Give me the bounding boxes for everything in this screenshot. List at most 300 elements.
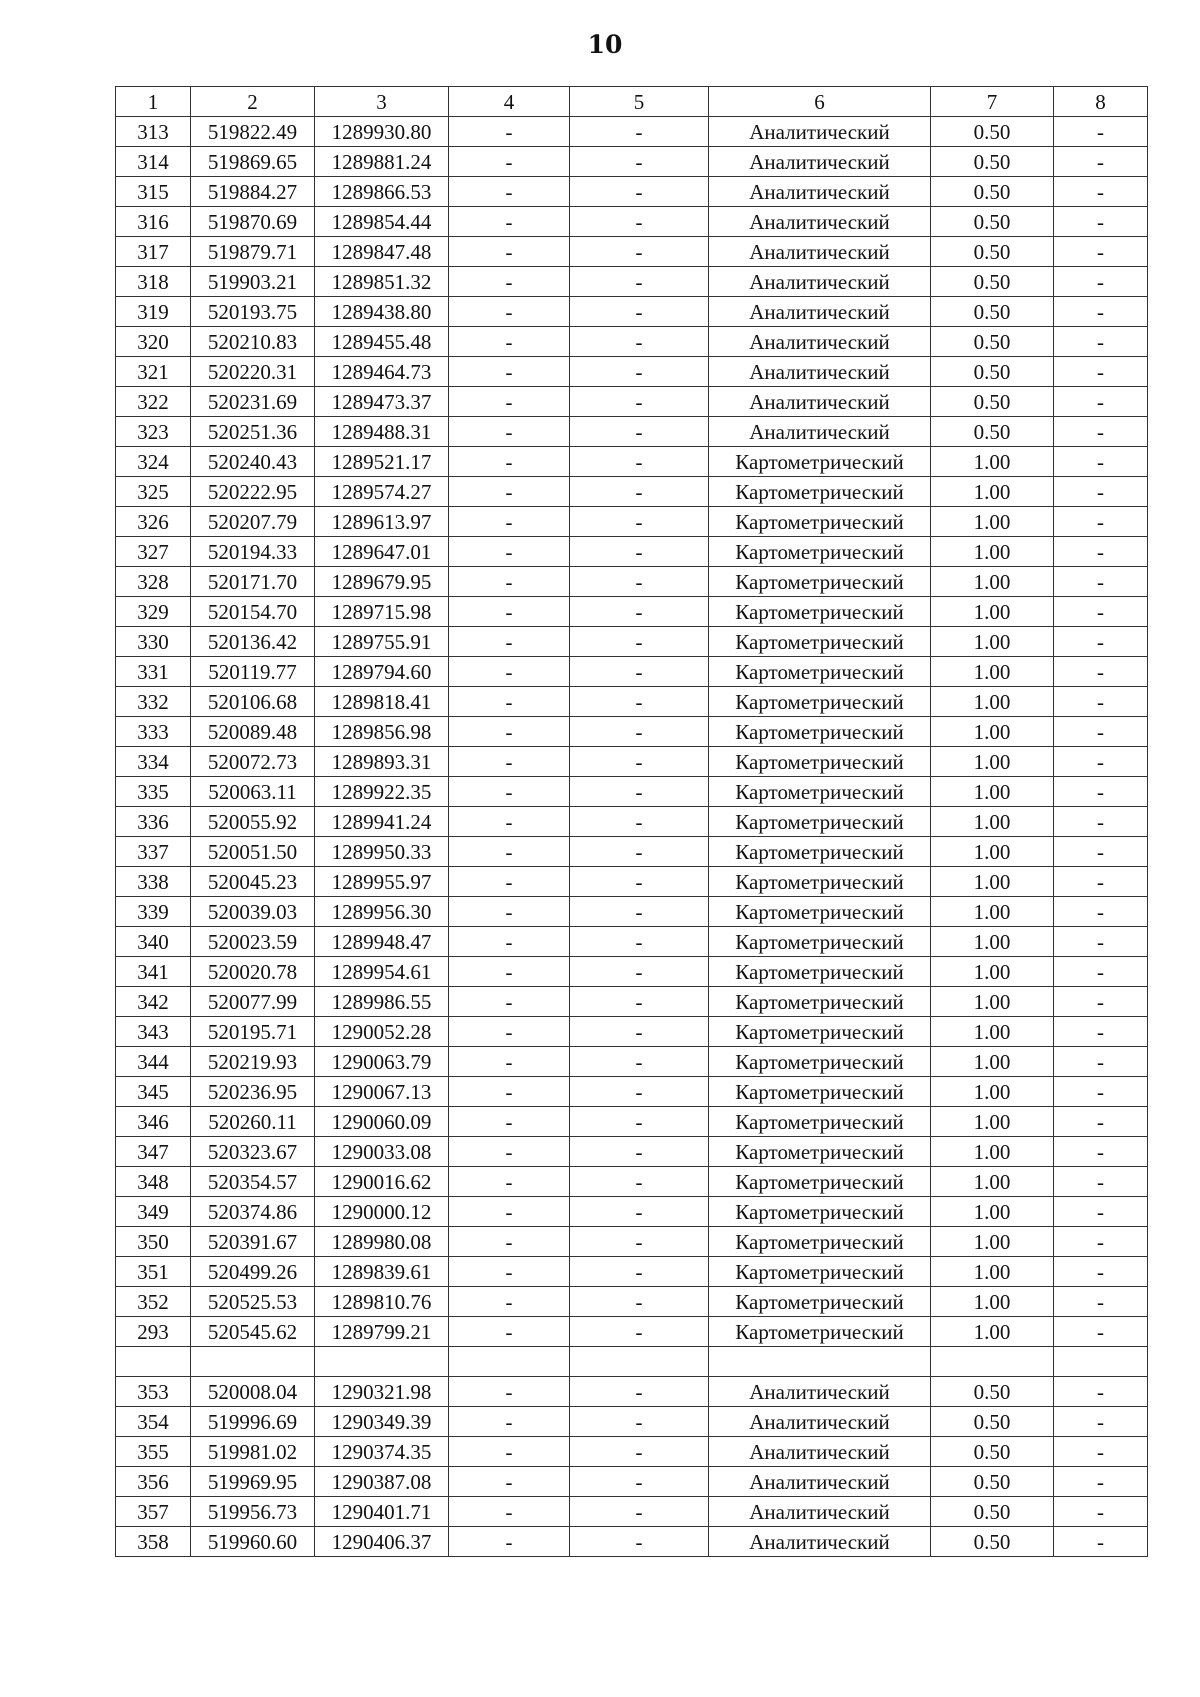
table-cell: Аналитический — [709, 267, 931, 297]
table-cell: 1289521.17 — [315, 447, 449, 477]
table-cell: 520251.36 — [191, 417, 315, 447]
table-cell: Картометрический — [709, 927, 931, 957]
table-cell: 336 — [116, 807, 191, 837]
header-cell: 5 — [570, 87, 709, 117]
table-cell: - — [449, 597, 570, 627]
table-cell: - — [449, 897, 570, 927]
table-cell: 1289930.80 — [315, 117, 449, 147]
table-cell: - — [570, 267, 709, 297]
table-row — [116, 447, 1148, 477]
table-cell: Картометрический — [709, 1257, 931, 1287]
table-cell: - — [449, 1077, 570, 1107]
table-cell: 519969.95 — [191, 1467, 315, 1497]
table-cell: - — [449, 1257, 570, 1287]
page-number: 10 — [587, 30, 623, 59]
table-cell: - — [449, 837, 570, 867]
table-cell: - — [1054, 1497, 1148, 1527]
table-row — [116, 1107, 1148, 1137]
table-row — [116, 897, 1148, 927]
table-cell: - — [570, 867, 709, 897]
table-cell: - — [570, 1107, 709, 1137]
table-row — [116, 837, 1148, 867]
table-cell: 347 — [116, 1137, 191, 1167]
table-cell: 519884.27 — [191, 177, 315, 207]
table-cell: - — [449, 1107, 570, 1137]
table-cell: - — [1054, 1137, 1148, 1167]
table-row — [116, 1407, 1148, 1437]
table-cell: Картометрический — [709, 1317, 931, 1347]
table-cell: 328 — [116, 567, 191, 597]
table-cell: - — [570, 597, 709, 627]
table-cell: Картометрический — [709, 1287, 931, 1317]
table-cell: 520020.78 — [191, 957, 315, 987]
table-cell: 1290406.37 — [315, 1527, 449, 1557]
table-cell: - — [449, 1197, 570, 1227]
table-cell: - — [570, 357, 709, 387]
table-cell: Картометрический — [709, 477, 931, 507]
table-cell: - — [449, 1467, 570, 1497]
table-cell: 343 — [116, 1017, 191, 1047]
table-cell: - — [1054, 237, 1148, 267]
table-cell: 1.00 — [931, 1167, 1054, 1197]
table-cell: 1.00 — [931, 1137, 1054, 1167]
table-row — [116, 1137, 1148, 1167]
table-cell: 358 — [116, 1527, 191, 1557]
table-cell: 1.00 — [931, 957, 1054, 987]
table-cell: - — [570, 1437, 709, 1467]
coordinates-table — [115, 86, 1148, 1557]
table-cell: 1.00 — [931, 867, 1054, 897]
table-cell: - — [449, 357, 570, 387]
table-cell: Картометрический — [709, 537, 931, 567]
table-cell: 519903.21 — [191, 267, 315, 297]
table-cell: 519996.69 — [191, 1407, 315, 1437]
table-cell: 352 — [116, 1287, 191, 1317]
table-row — [116, 717, 1148, 747]
table-cell: 520195.71 — [191, 1017, 315, 1047]
table-cell: - — [570, 1227, 709, 1257]
table-cell: - — [1054, 627, 1148, 657]
table-cell: 355 — [116, 1437, 191, 1467]
table-cell: - — [570, 747, 709, 777]
table-cell: - — [449, 297, 570, 327]
table-cell: 0.50 — [931, 357, 1054, 387]
table-cell: 520023.59 — [191, 927, 315, 957]
table-cell: 1290052.28 — [315, 1017, 449, 1047]
table-cell: 1289818.41 — [315, 687, 449, 717]
table-cell: Картометрический — [709, 597, 931, 627]
table-cell: - — [1054, 657, 1148, 687]
table-cell: - — [1054, 147, 1148, 177]
table-cell: - — [1054, 807, 1148, 837]
table-cell: 520045.23 — [191, 867, 315, 897]
table-cell: 1289980.08 — [315, 1227, 449, 1257]
table-cell: - — [1054, 417, 1148, 447]
table-cell: 317 — [116, 237, 191, 267]
table-cell: 520154.70 — [191, 597, 315, 627]
table-row — [116, 657, 1148, 687]
table-row — [116, 987, 1148, 1017]
table-cell: - — [570, 807, 709, 837]
table-cell: 520220.31 — [191, 357, 315, 387]
table-cell: - — [449, 1437, 570, 1467]
table-cell: - — [1054, 177, 1148, 207]
table-row — [116, 1077, 1148, 1107]
table-cell: - — [1054, 957, 1148, 987]
table-row — [116, 1317, 1148, 1347]
table-cell: - — [449, 807, 570, 837]
table-cell: 1.00 — [931, 477, 1054, 507]
table-cell: 520391.67 — [191, 1227, 315, 1257]
table-cell: 293 — [116, 1317, 191, 1347]
table-cell: Аналитический — [709, 387, 931, 417]
table-cell: - — [1054, 117, 1148, 147]
table-cell: 519822.49 — [191, 117, 315, 147]
table-cell: - — [570, 1317, 709, 1347]
table-cell: 324 — [116, 447, 191, 477]
table-cell: 520545.62 — [191, 1317, 315, 1347]
table-cell: Аналитический — [709, 237, 931, 267]
table-row — [116, 1017, 1148, 1047]
table-cell: - — [1054, 1377, 1148, 1407]
table-row — [116, 207, 1148, 237]
table-cell: 1.00 — [931, 747, 1054, 777]
table-cell: 520119.77 — [191, 657, 315, 687]
table-cell: - — [1054, 927, 1148, 957]
table-header — [116, 87, 1148, 117]
table-cell: - — [570, 387, 709, 417]
table-cell: 520039.03 — [191, 897, 315, 927]
table-row — [116, 1227, 1148, 1257]
table-cell: - — [449, 567, 570, 597]
table-cell: 1290063.79 — [315, 1047, 449, 1077]
table-row — [116, 1497, 1148, 1527]
table-cell: - — [1054, 537, 1148, 567]
table-cell: 1289488.31 — [315, 417, 449, 447]
table-row — [116, 597, 1148, 627]
table-row — [116, 117, 1148, 147]
table-cell: 338 — [116, 867, 191, 897]
table-cell: - — [570, 1257, 709, 1287]
table-row — [116, 1467, 1148, 1497]
table-cell: - — [449, 627, 570, 657]
table-cell: - — [449, 867, 570, 897]
table-cell: Аналитический — [709, 417, 931, 447]
table-cell: - — [1054, 867, 1148, 897]
table-cell: 1.00 — [931, 987, 1054, 1017]
table-cell: Картометрический — [709, 1077, 931, 1107]
table-cell: 1.00 — [931, 507, 1054, 537]
table-cell: 1.00 — [931, 777, 1054, 807]
table-cell: Аналитический — [709, 1497, 931, 1527]
table-row — [116, 1047, 1148, 1077]
table-row — [116, 627, 1148, 657]
table-cell: 1289922.35 — [315, 777, 449, 807]
table-cell: 0.50 — [931, 267, 1054, 297]
table-cell: Картометрический — [709, 447, 931, 477]
table-cell: - — [1054, 327, 1148, 357]
table-row — [116, 927, 1148, 957]
table-cell: Аналитический — [709, 327, 931, 357]
table-cell: 350 — [116, 1227, 191, 1257]
table-cell: - — [1054, 267, 1148, 297]
table-cell: - — [1054, 1287, 1148, 1317]
table-cell: 519956.73 — [191, 1497, 315, 1527]
table-cell: - — [449, 1497, 570, 1527]
table-cell: - — [570, 1287, 709, 1317]
table-cell: 520136.42 — [191, 627, 315, 657]
blank-cell — [570, 1347, 709, 1377]
table-cell: 341 — [116, 957, 191, 987]
table-cell: - — [449, 327, 570, 357]
table-row — [116, 1287, 1148, 1317]
table-cell: 356 — [116, 1467, 191, 1497]
header-cell: 6 — [709, 87, 931, 117]
table-cell: 520193.75 — [191, 297, 315, 327]
table-cell: - — [570, 1197, 709, 1227]
table-cell: - — [449, 1047, 570, 1077]
table-cell: Аналитический — [709, 207, 931, 237]
table-body — [116, 117, 1148, 1557]
table-cell: 1290000.12 — [315, 1197, 449, 1227]
table-cell: 519981.02 — [191, 1437, 315, 1467]
table-cell: - — [1054, 387, 1148, 417]
table-cell: 520106.68 — [191, 687, 315, 717]
table-cell: - — [570, 777, 709, 807]
table-cell: 0.50 — [931, 117, 1054, 147]
table-cell: 0.50 — [931, 387, 1054, 417]
table-cell: - — [449, 1137, 570, 1167]
table-cell: - — [1054, 1437, 1148, 1467]
blank-cell — [931, 1347, 1054, 1377]
table-cell: 1.00 — [931, 1197, 1054, 1227]
table-cell: 1289866.53 — [315, 177, 449, 207]
table-cell: 314 — [116, 147, 191, 177]
table-cell: 313 — [116, 117, 191, 147]
table-cell: 1.00 — [931, 1257, 1054, 1287]
table-cell: - — [449, 1227, 570, 1257]
header-row — [116, 87, 1148, 117]
table-cell: - — [1054, 567, 1148, 597]
table-cell: - — [1054, 1197, 1148, 1227]
table-cell: - — [1054, 297, 1148, 327]
table-cell: 1289851.32 — [315, 267, 449, 297]
table-cell: - — [570, 717, 709, 747]
table-cell: 1.00 — [931, 1227, 1054, 1257]
table-cell: - — [570, 567, 709, 597]
table-cell: 1289893.31 — [315, 747, 449, 777]
table-cell: Картометрический — [709, 837, 931, 867]
table-cell: 1.00 — [931, 447, 1054, 477]
table-cell: 519879.71 — [191, 237, 315, 267]
table-cell: 0.50 — [931, 1467, 1054, 1497]
table-cell: 1.00 — [931, 717, 1054, 747]
table-cell: 520231.69 — [191, 387, 315, 417]
table-cell: 0.50 — [931, 417, 1054, 447]
table-cell: 1290060.09 — [315, 1107, 449, 1137]
table-cell: - — [570, 897, 709, 927]
table-cell: 318 — [116, 267, 191, 297]
table-cell: - — [570, 147, 709, 177]
table-cell: - — [570, 627, 709, 657]
table-cell: - — [449, 117, 570, 147]
table-cell: Аналитический — [709, 1467, 931, 1497]
table-row — [116, 1377, 1148, 1407]
table-cell: 1289956.30 — [315, 897, 449, 927]
table-cell: 326 — [116, 507, 191, 537]
table-cell: 1289847.48 — [315, 237, 449, 267]
table-cell: - — [1054, 1227, 1148, 1257]
table-cell: 346 — [116, 1107, 191, 1137]
table-cell: Картометрический — [709, 747, 931, 777]
table-cell: Картометрический — [709, 1197, 931, 1227]
table-cell: 1289574.27 — [315, 477, 449, 507]
table-cell: 335 — [116, 777, 191, 807]
table-cell: 520323.67 — [191, 1137, 315, 1167]
table-cell: - — [570, 957, 709, 987]
table-cell: 315 — [116, 177, 191, 207]
blank-cell — [1054, 1347, 1148, 1377]
table-row — [116, 507, 1148, 537]
table-cell: 1289881.24 — [315, 147, 449, 177]
table-cell: 1.00 — [931, 1077, 1054, 1107]
table-cell: 1289941.24 — [315, 807, 449, 837]
table-cell: 520207.79 — [191, 507, 315, 537]
table-cell: 0.50 — [931, 207, 1054, 237]
table-row — [116, 957, 1148, 987]
table-cell: 1.00 — [931, 927, 1054, 957]
table-cell: - — [449, 1317, 570, 1347]
table-cell: 0.50 — [931, 237, 1054, 267]
table-cell: 0.50 — [931, 297, 1054, 327]
table-cell: - — [1054, 717, 1148, 747]
table-cell: 323 — [116, 417, 191, 447]
table-row — [116, 777, 1148, 807]
table-cell: - — [570, 987, 709, 1017]
table-row — [116, 417, 1148, 447]
table-cell: 520063.11 — [191, 777, 315, 807]
table-cell: Картометрический — [709, 1047, 931, 1077]
table-row — [116, 327, 1148, 357]
table-cell: 520008.04 — [191, 1377, 315, 1407]
table-cell: 0.50 — [931, 1527, 1054, 1557]
table-cell: 1.00 — [931, 597, 1054, 627]
table-cell: - — [449, 147, 570, 177]
table-cell: 0.50 — [931, 1377, 1054, 1407]
table-cell: - — [1054, 357, 1148, 387]
table-cell: 1290033.08 — [315, 1137, 449, 1167]
table-cell: 0.50 — [931, 1437, 1054, 1467]
table-cell: 520194.33 — [191, 537, 315, 567]
table-cell: 316 — [116, 207, 191, 237]
table-row — [116, 177, 1148, 207]
table-cell: 1.00 — [931, 627, 1054, 657]
table-cell: - — [1054, 897, 1148, 927]
table-cell: 322 — [116, 387, 191, 417]
table-cell: - — [570, 477, 709, 507]
table-cell: 1289854.44 — [315, 207, 449, 237]
table-cell: - — [1054, 207, 1148, 237]
table-row — [116, 267, 1148, 297]
table-cell: Картометрический — [709, 1167, 931, 1197]
table-cell: - — [570, 177, 709, 207]
table-cell: Аналитический — [709, 1377, 931, 1407]
table-cell: 520089.48 — [191, 717, 315, 747]
table-cell: - — [1054, 747, 1148, 777]
table-cell: 520236.95 — [191, 1077, 315, 1107]
table-cell: 321 — [116, 357, 191, 387]
table-cell: Картометрический — [709, 897, 931, 927]
table-cell: - — [570, 1467, 709, 1497]
table-cell: Аналитический — [709, 1527, 931, 1557]
table-cell: - — [1054, 987, 1148, 1017]
table-cell: 1.00 — [931, 1317, 1054, 1347]
table-cell: 1290349.39 — [315, 1407, 449, 1437]
table-cell: 1289715.98 — [315, 597, 449, 627]
table-cell: - — [449, 267, 570, 297]
table-cell: Аналитический — [709, 1407, 931, 1437]
table-cell: 1289473.37 — [315, 387, 449, 417]
table-cell: 519960.60 — [191, 1527, 315, 1557]
table-cell: - — [449, 657, 570, 687]
table-cell: - — [449, 1377, 570, 1407]
table-cell: - — [570, 237, 709, 267]
table-cell: - — [449, 387, 570, 417]
table-cell: Картометрический — [709, 867, 931, 897]
table-cell: 1289799.21 — [315, 1317, 449, 1347]
table-cell: - — [570, 687, 709, 717]
table-cell: - — [570, 297, 709, 327]
table-cell: 327 — [116, 537, 191, 567]
table-cell: - — [1054, 1107, 1148, 1137]
header-cell: 4 — [449, 87, 570, 117]
table-row — [116, 1437, 1148, 1467]
table-cell: Аналитический — [709, 177, 931, 207]
table-cell: - — [570, 537, 709, 567]
table-cell: 1289613.97 — [315, 507, 449, 537]
table-cell: - — [570, 1377, 709, 1407]
table-cell: - — [1054, 1017, 1148, 1047]
table-cell: - — [449, 687, 570, 717]
table-cell: 520354.57 — [191, 1167, 315, 1197]
table-cell: 519870.69 — [191, 207, 315, 237]
table-cell: 319 — [116, 297, 191, 327]
table-cell: 1289794.60 — [315, 657, 449, 687]
table-cell: - — [1054, 1047, 1148, 1077]
table-cell: - — [449, 507, 570, 537]
table-row — [116, 1347, 1148, 1377]
table-cell: - — [1054, 1077, 1148, 1107]
table-cell: 334 — [116, 747, 191, 777]
table-cell: - — [449, 177, 570, 207]
table-cell: - — [570, 657, 709, 687]
table-cell: 351 — [116, 1257, 191, 1287]
table-cell: 333 — [116, 717, 191, 747]
table-cell: - — [570, 1137, 709, 1167]
table-cell: 339 — [116, 897, 191, 927]
table-row — [116, 687, 1148, 717]
table-cell: 331 — [116, 657, 191, 687]
table-cell: 348 — [116, 1167, 191, 1197]
table-cell: 520240.43 — [191, 447, 315, 477]
blank-cell — [116, 1347, 191, 1377]
table-cell: 520210.83 — [191, 327, 315, 357]
table-row — [116, 537, 1148, 567]
table-cell: 1.00 — [931, 567, 1054, 597]
table-cell: - — [570, 1407, 709, 1437]
table-row — [116, 477, 1148, 507]
table-cell: - — [570, 1047, 709, 1077]
